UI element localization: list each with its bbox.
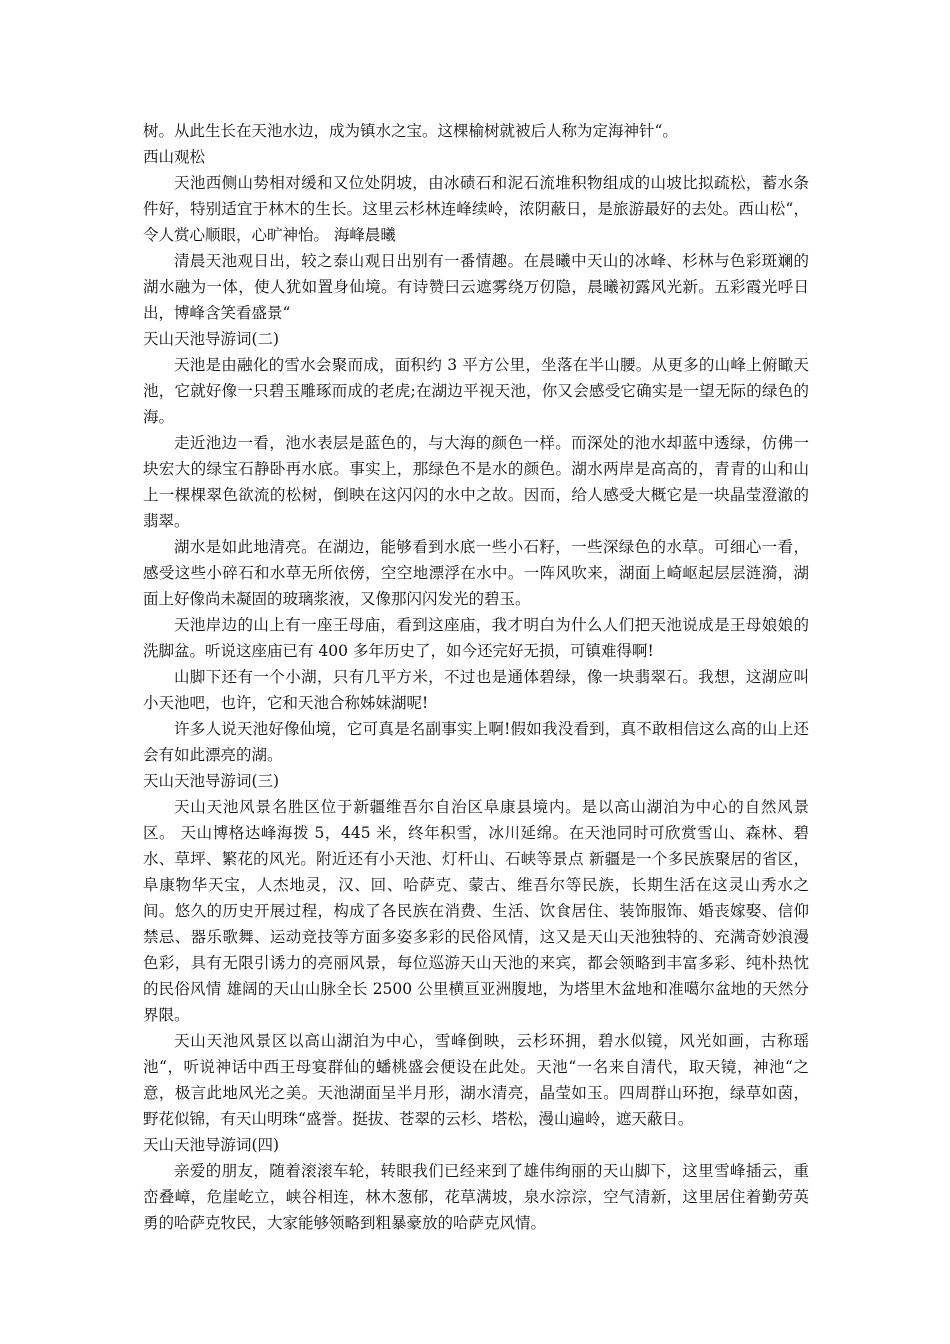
paragraph: 天池岸边的山上有一座王母庙，看到这座庙，我才明白为什么人们把天池说成是王母娘娘的洗脚盆。听说这座庙已有 400 多年历史了，如今还完好无损，可镇难得啊! <box>143 616 809 660</box>
section-heading-xishan: 西山观松 <box>143 148 206 166</box>
section-heading-part4: 天山天池导游词(四) <box>143 1136 280 1154</box>
paragraph: 天池西侧山势相对缓和又位处阴坡，由冰碛石和泥石流堆积物组成的山坡比拟疏松，蓄水条件好，特别适宜于林木的生长。这里云杉林连峰续岭，浓阴蔽日，是旅游最好的去处。西山松“，令人赏心顺眼，心旷神怡。 海峰晨曦 <box>143 174 809 244</box>
paragraph: 走近池边一看，池水表层是蓝色的，与大海的颜色一样。而深处的池水却蓝中透绿，仿佛一块宏大的绿宝石静卧再水底。事实上，那绿色不是水的颜色。湖水两岸是高高的，青青的山和山上一棵棵翠色欲流的松树，倒映在这闪闪的水中之故。因而，给人感受大概它是一块晶莹澄澈的翡翠。 <box>143 434 809 530</box>
paragraph: 许多人说天池好像仙境，它可真是名副事实上啊!假如我没看到，真不敢相信这么高的山上还会有如此漂亮的湖。 <box>143 720 809 764</box>
paragraph: 天山天池风景名胜区位于新疆维吾尔自治区阜康县境内。是以高山湖泊为中心的自然风景区。 天山博格达峰海拨 5，445 米，终年积雪，冰川延绵。在天池同时可欣赏雪山、森林、碧水、草坪、繁花的风光。附近还有小天池、灯杆山、石峡等景点 新疆是一个多民族聚居的省区，阜康物华天宝，人杰地灵，汉、回、哈萨克、蒙古、维吾尔等民族，长期生活在这灵山秀水之间。悠久的历史开展过程，构成了各民族在消费、生活、饮食居住、装饰服饰、婚丧嫁娶、信仰禁忌、器乐歌舞、运动竞技等方面多姿多彩的民俗风情，这又是天山天池独特的、充满奇妙浪漫色彩，具有无限引诱力的亮丽风景，每位巡游天山天池的来宾，都会领略到丰富多彩、纯朴热忱的民俗风情 雄阔的天山山脉全长 2500 公里横亘亚洲腹地，为塔里木盆地和准噶尔盆地的天然分界限。 <box>143 798 809 1024</box>
section-heading-part2: 天山天池导游词(二) <box>143 330 280 348</box>
section-heading-part3: 天山天池导游词(三) <box>143 772 280 790</box>
paragraph-continuation: 树。从此生长在天池水边，成为镇水之宝。这棵榆树就被后人称为定海神针“。 <box>143 122 678 140</box>
paragraph: 亲爱的朋友，随着滚滚车轮，转眼我们已经来到了雄伟绚丽的天山脚下，这里雪峰插云，重峦叠嶂，危崖屹立，峡谷相连，林木葱郁，花草满坡，泉水淙淙，空气清新，这里居住着勤劳英勇的哈萨克牧民，大家能够领略到粗暴豪放的哈萨克风情。 <box>143 1162 809 1232</box>
paragraph: 天池是由融化的雪水会聚而成，面积约 3 平方公里，坐落在半山腰。从更多的山峰上俯瞰天池，它就好像一只碧玉雕琢而成的老虎;在湖边平视天池，你又会感受它确实是一望无际的绿色的海。 <box>143 356 809 426</box>
document-page <box>143 118 809 1236</box>
paragraph: 湖水是如此地清亮。在湖边，能够看到水底一些小石籽，一些深绿色的水草。可细心一看，感受这些小碎石和水草无所依傍，空空地漂浮在水中。一阵风吹来，湖面上崎岖起层层涟漪，湖面上好像尚未凝固的玻璃浆液，又像那闪闪发光的碧玉。 <box>143 538 809 608</box>
paragraph: 天山天池风景区以高山湖泊为中心，雪峰倒映，云杉环拥，碧水似镜，风光如画，古称瑶池“，听说神话中西王母宴群仙的蟠桃盛会便设在此处。天池“一名来自清代，取天镜，神池“之意，极言此地风光之美。天池湖面呈半月形，湖水清亮，晶莹如玉。四周群山环抱，绿草如茵，野花似锦，有天山明珠“盛誉。挺拔、苍翠的云杉、塔松，漫山遍岭，遮天蔽日。 <box>143 1032 809 1128</box>
paragraph: 清晨天池观日出，较之泰山观日出别有一番情趣。在晨曦中天山的冰峰、杉林与色彩斑斓的湖水融为一体，使人犹如置身仙境。有诗赞曰云遮雾绕万仞隐，晨曦初露风光新。五彩霞光呼日出，博峰含笑看盛景“ <box>143 252 809 322</box>
paragraph: 山脚下还有一个小湖，只有几平方米，不过也是通体碧绿，像一块翡翠石。我想，这湖应叫小天池吧，也许，它和天池合称姊妹湖呢! <box>143 668 809 712</box>
